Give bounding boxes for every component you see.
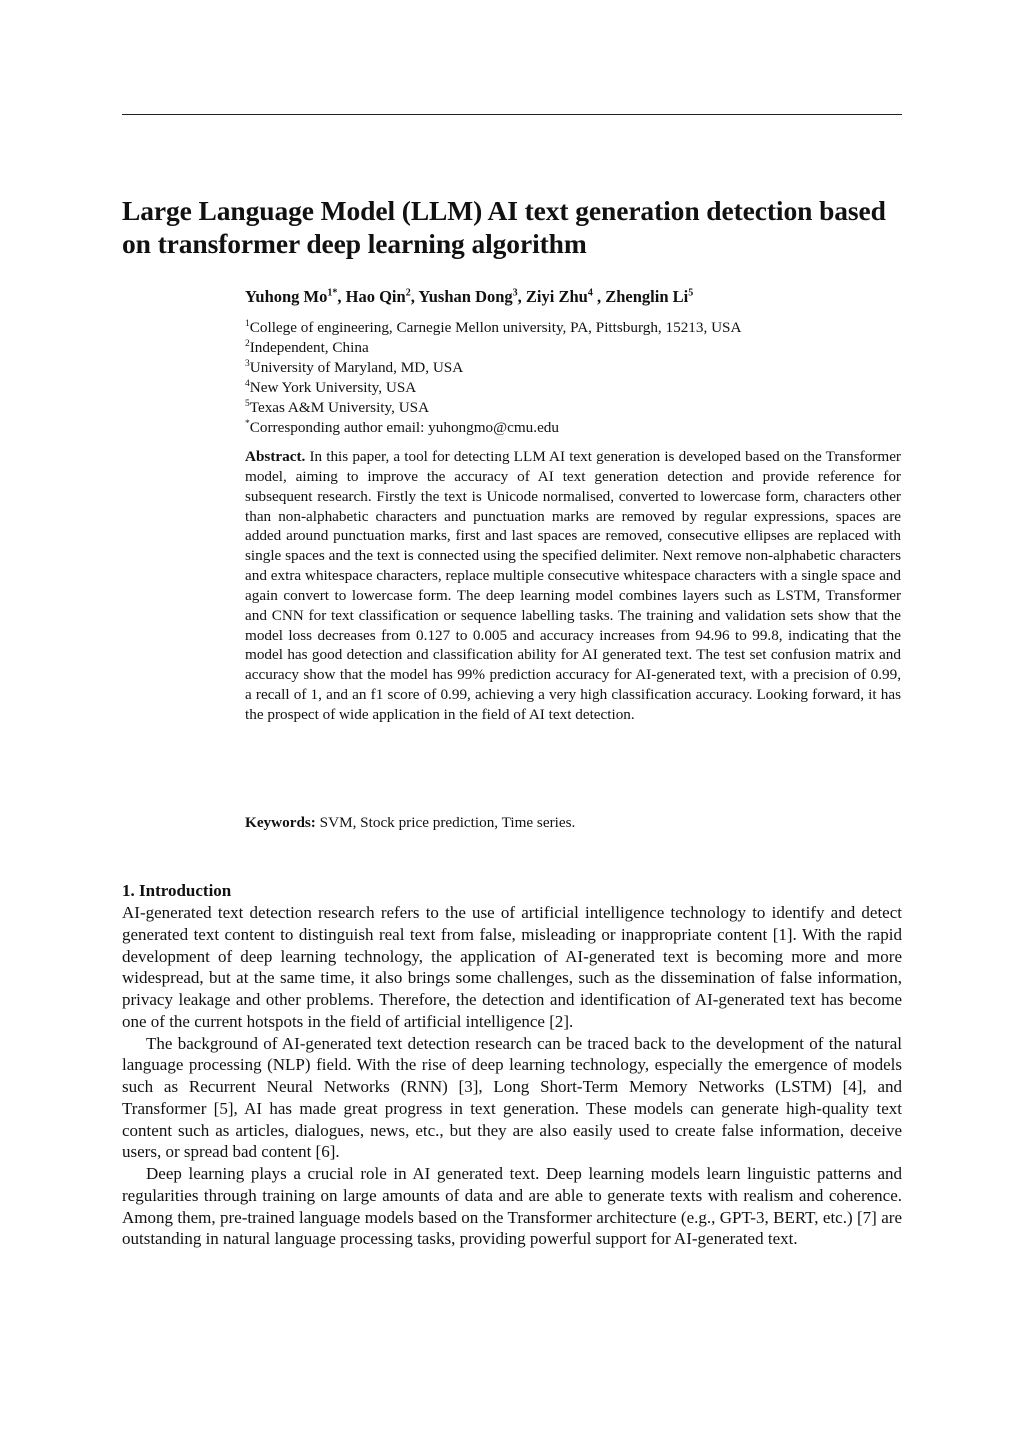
affiliation: $^5$Texas A&M University, USA	[245, 398, 430, 416]
author: Ziyi Zhu$^4$ ,	[525, 287, 606, 306]
affiliation: $^2$Independent, China	[245, 338, 369, 356]
keywords-label: Keywords:	[245, 814, 316, 831]
affiliation: $^1$College of engineering, Carnegie Mellon university, PA, Pittsburgh, 15213, USA	[245, 318, 742, 336]
author: Hao Qin$^2$,	[345, 287, 419, 306]
author: Yushan Dong$^3$,	[418, 287, 526, 306]
paper-title: Large Language Model (LLM) AI text generation detection based on transformer deep learning algorithm	[122, 195, 886, 259]
affiliation-list	[245, 318, 905, 438]
corresponding-author: *Corresponding author email: yuhongmo@cmu.edu	[245, 418, 559, 436]
paragraph: The background of AI-generated text detection research can be traced back to the development of the natural language processing (NLP) field. With the rise of deep learning technology, especially the emergence of models such as Recurrent Neural Networks (RNN) [3], Long Short-Term Memory Networks (LSTM) [4], and Transformer [5], AI has made great progress in text generation. These models can generate high-quality text content such as articles, dialogues, news, etc., but they are also easily used to create false information, deceive users, or spread bad content [6].	[122, 1033, 902, 1162]
abstract	[245, 447, 901, 725]
author: Zhenglin Li$^5$	[605, 287, 694, 306]
affiliation: $^3$University of Maryland, MD, USA	[245, 358, 464, 376]
keywords-text: SVM, Stock price prediction, Time series.	[315, 814, 576, 831]
author-list	[245, 286, 905, 308]
keywords	[245, 813, 901, 833]
paragraph: Deep learning plays a crucial role in AI generated text. Deep learning models learn linguistic patterns and regularities through training on large amounts of data and are able to generate texts with realism and coherence. Among them, pre-trained language models based on the Transformer architecture (e.g., GPT-3, BERT, etc.) [7] are outstanding in natural language processing tasks, providing powerful support for AI-generated text.	[122, 1164, 902, 1249]
section-body	[122, 902, 902, 1250]
section-heading: 1. Introduction	[122, 881, 232, 900]
abstract-text: In this paper, a tool for detecting LLM AI text generation is developed based on the Transformer model, aiming to improve the accuracy of AI text generation detection and provide reference for subsequent research. Firstly the text is Unicode normalised, converted to lowercase form, characters other than non-alphabetic characters and punctuation marks are removed by regular expressions, spaces are added around punctuation marks, first and last spaces are removed, consecutive ellipses are replaced with single spaces and the text is connected using the specified delimiter. Next remove non-alphabetic characters and extra whitespace characters, replace multiple consecutive whitespace characters with a single space and again convert to lowercase form. The deep learning model combines layers such as LSTM, Transformer and CNN for text classification or sequence labelling tasks. The training and validation sets show that the model loss decreases from 0.127 to 0.005 and accuracy increases from 94.96 to 99.8, indicating that the model has good detection and classification ability for AI generated text. The test set confusion matrix and accuracy show that the model has 99% prediction accuracy for AI-generated text, with a precision of 0.99, a recall of 1, and an f1 score of 0.99, achieving a very high classification accuracy. Looking forward, it has the prospect of wide application in the field of AI text detection.	[245, 448, 901, 723]
affiliation: $^4$New York University, USA	[245, 378, 417, 396]
abstract-label: Abstract.	[245, 448, 306, 465]
author: Yuhong $Mo^{1*}$,	[245, 287, 346, 306]
paragraph: AI-generated text detection research refers to the use of artificial intelligence technology to identify and detect generated text content to distinguish real text from false, misleading or inappropriate content [1]. With the rapid development of deep learning technology, the application of AI-generated text is becoming more and more widespread, but at the same time, it also brings some challenges, such as the dissemination of false information, privacy leakage and other problems. Therefore, the detection and identification of AI-generated text has become one of the current hotspots in the field of artificial intelligence [2].	[122, 903, 902, 1031]
header-rule	[122, 114, 902, 115]
